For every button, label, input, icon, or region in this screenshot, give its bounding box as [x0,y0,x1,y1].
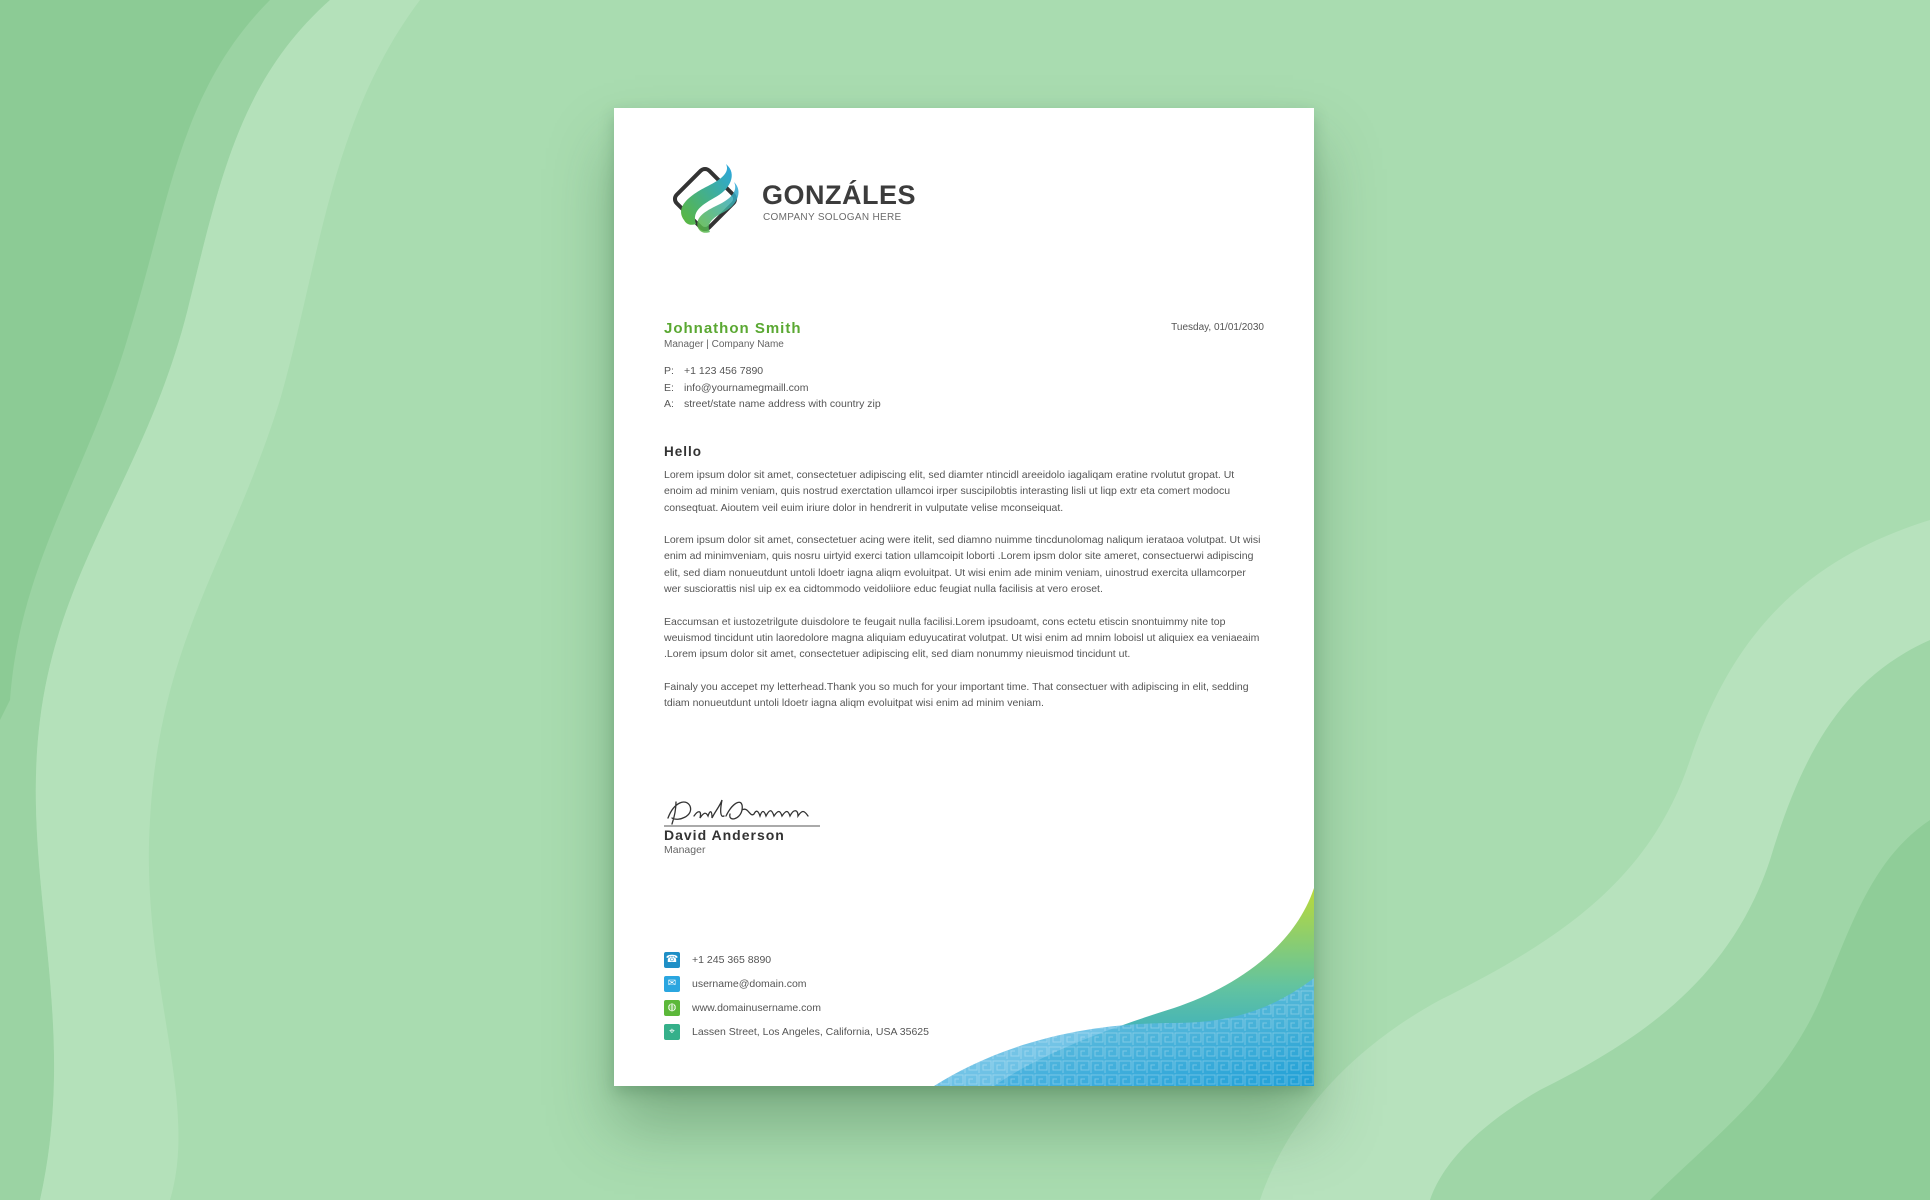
contact-key: A: [664,398,674,410]
contact-key: P: [664,365,674,377]
signer-role: Manager [664,844,706,856]
contact-email: info@yournamegmaill.com [684,381,809,394]
letter-body [664,467,1264,728]
company-logo-icon [664,158,750,244]
handwritten-signature [664,788,824,832]
contact-row-phone [664,363,881,380]
footer-item-phone [664,948,929,972]
letter-date: Tuesday, 01/01/2030 [1171,322,1264,333]
body-paragraph: Lorem ipsum dolor sit amet, consectetuer adipiscing elit, sed diamter ntincidl areeidolo iagaliqam eratine rvolutut gropat. Ut enoim ad minim veniam, quis nostrud exerctation ullamcoi irper suscipilobtis interasting lisli ut liqp extr eta comert modocu conseqtuat. Aioutem veil euim iriure dolor in hendrerit in vulputate velise mconseiquat. [664,469,1235,514]
brand-slogan: COMPANY SOLOGAN HERE [763,212,902,223]
contact-row-email [664,380,881,397]
footer-item-website [664,996,929,1020]
letterhead-page [614,108,1314,1086]
brand-name: GONZÁLES [762,180,917,210]
footer-website: www.domainusername.com [692,1002,821,1014]
sender-role: Manager | Company Name [664,339,784,350]
body-paragraph: Fainaly you accepet my letterhead.Thank you so much for your important time. That consectuer with adipiscing in elit, sedding tdiam nonueutdunt untoli ldoetr iagna aliqm evoluitpat wisi enim ad minim veniam. [664,680,1249,710]
sender-name: Johnathon Smith [664,320,802,337]
signer-name: David Anderson [664,827,785,843]
location-icon: ⌖ [664,1024,680,1040]
contact-row-address [664,396,881,413]
footer-phone: +1 245 365 8890 [692,954,772,966]
contact-key: E: [664,381,674,394]
contact-phone: +1 123 456 7890 [684,365,764,377]
contact-address: street/state name address with country zip [684,398,881,410]
footer-item-email [664,972,929,996]
mail-icon: ✉ [664,976,680,992]
letter-greeting: Hello [664,444,703,459]
body-paragraph: Lorem ipsum dolor sit amet, consectetuer acing were itelit, sed diamno nuimme tincdunolomag naliqum ierataoa volutpat. Ut wisi enim ad minimveniam, quis nosru uirtyid exerci tation ullamcoipit loborti .Lorem ipsm dolor site ameret, consectuerwi adipiscing elit, sed diam nonueutdunt untoli ldoetr iagna aliqm evoluitpat. Ut wisi enim ade minim veniam, uinostrud exercita ullamcorper wer susciorattis nisl uip ex ea cidtommodo veidoliiore educ feugiat nulla facilisis at vero eroset. [664,534,1261,596]
footer-item-address [664,1020,929,1044]
sender-contact-list [664,363,881,413]
footer-contact-list [664,948,929,1044]
footer-email: username@domain.com [692,978,807,990]
phone-icon: ☎ [664,952,680,968]
body-paragraph: Eaccumsan et iustozetrilgute duisdolore te feugait nulla facilisi.Lorem ipsudoamt, cons ectetu etiscin snontuimmy nite top weuismod tincidunt utin laoredolore magna aliquiam eduyucatirat volutpat. Ut wisi enim ad mnim loboisl ut aliquiex ea veniaeaim .Lorem ipsum dolor sit amet, consectetuer adipiscing elit, sed diam nonummy nieuismod tincidunt ut. [664,615,1260,661]
globe-icon: ◍ [664,1000,680,1016]
footer-address: Lassen Street, Los Angeles, California, USA 35625 [692,1026,929,1038]
